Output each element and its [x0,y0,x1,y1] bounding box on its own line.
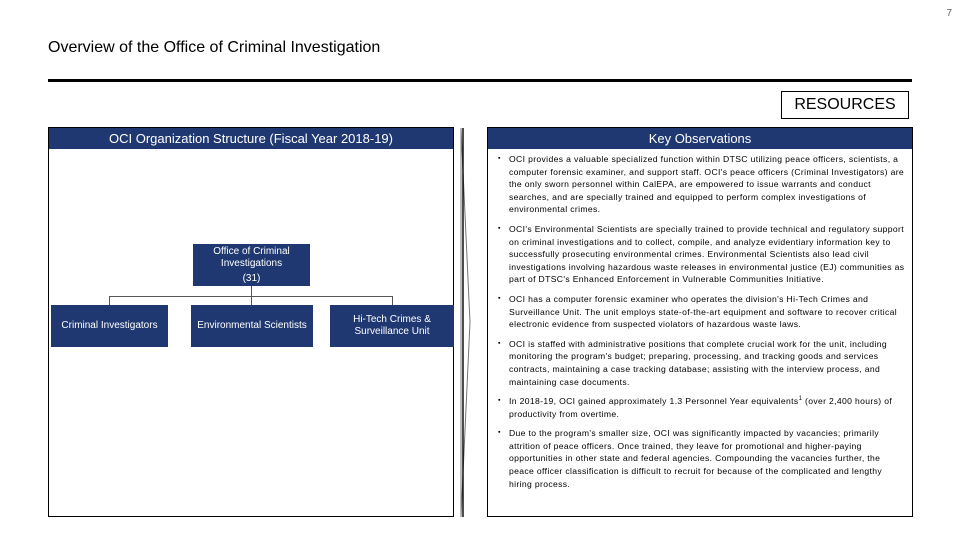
org-box-office-of-criminal-investigations [193,244,310,286]
org-structure-header: OCI Organization Structure (Fiscal Year 2018-19) [49,128,453,149]
org-box-criminal-investigators [51,305,168,347]
key-observations-header: Key Observations [488,128,912,149]
page-number: 7 [946,8,952,19]
org-child-label: Environmental Scientists [197,320,307,331]
bullet-icon: ▪ [498,339,501,347]
observations-list [488,149,912,490]
observation-item [496,223,906,286]
bullet-icon: ▪ [498,155,501,162]
observation-text: OCI's Environmental Scientists are specially trained to provide technical and regulatory support on criminal investigations and to collect, compile, and analyze evidentiary information key to successfully prosecuting environmental crimes. Environmental Scientists also lead civil investigations involving hazardous waste releases in environmental justice (EJ) communities as part of DTSC's Enhanced Enforcement in Vulnerable Communities Initiative. [509,223,905,285]
org-top-count: (31) [242,272,261,284]
observation-item [496,338,906,388]
org-box-environmental-scientists [191,305,313,347]
observation-text: OCI provides a valuable specialized function within DTSC utilizing peace officers, scientists, a computer forensic examiner, and support staff. OCI's peace officers (Criminal Investigators) are the only sworn personnel within CalEPA, are empowered to issue warrants and conduct searches, and are specially trained and equipped to perform complex investigations of environmental crimes. [509,154,905,215]
observation-item [496,293,906,331]
bullet-icon: ▪ [498,224,501,232]
observation-text: OCI has a computer forensic examiner who operates the division's Hi-Tech Crimes and Surveillance Unit. The unit employs state-of-the-art equipment and software to recover critical electronic evidence from suspected violators of hazardous waste laws. [509,293,897,330]
org-connector-left [109,296,110,305]
page-title: Overview of the Office of Criminal Investigation [48,39,381,56]
observation-text-before: In 2018-19, OCI gained approximately 1.3 Personnel Year equivalents [509,396,799,407]
observation-item [496,395,906,420]
org-connector-middle [251,296,252,305]
resources-label: RESOURCES [781,91,909,119]
org-top-line2: Investigations [220,257,283,269]
key-observations-panel [487,127,913,517]
org-box-hi-tech-crimes [330,305,454,347]
observation-text-after: (over 2,400 hours) of productivity from overtime. [509,396,893,419]
org-child-line1: Hi-Tech Crimes & [353,314,431,325]
org-connector-right [392,296,393,305]
bullet-icon: ▪ [498,429,501,437]
observation-text: Due to the program's smaller size, OCI was significantly impacted by vacancies; primarily attrition of peace officers. Once trained, they leave for promotional and higher-paying opportunities in other state and federal agencies. Compounding the vacancies further, the peace officer classification is difficult to recruit for because of the complicated and lengthy hiring process. [509,428,883,489]
observation-item [496,427,906,490]
footnote-marker: 1 [798,396,803,403]
org-structure-panel [48,127,454,517]
org-top-line1: Office of Criminal [213,245,290,257]
observation-text [509,396,892,419]
observation-text: OCI is staffed with administrative positions that complete crucial work for the unit, including monitoring the program's budget; preparing, processing, and tracking goods and services contracts, maintaining a case tracking database; assisting with the interview process, and maintaining case documents. [509,338,887,387]
bullet-icon: ▪ [498,397,501,405]
panel-divider-arrow [458,128,474,517]
org-child-label: Criminal Investigators [61,320,158,331]
observation-item [496,153,906,216]
bullet-icon: ▪ [498,294,501,302]
org-child-line2: Surveillance Unit [354,326,430,337]
title-rule [48,79,912,82]
